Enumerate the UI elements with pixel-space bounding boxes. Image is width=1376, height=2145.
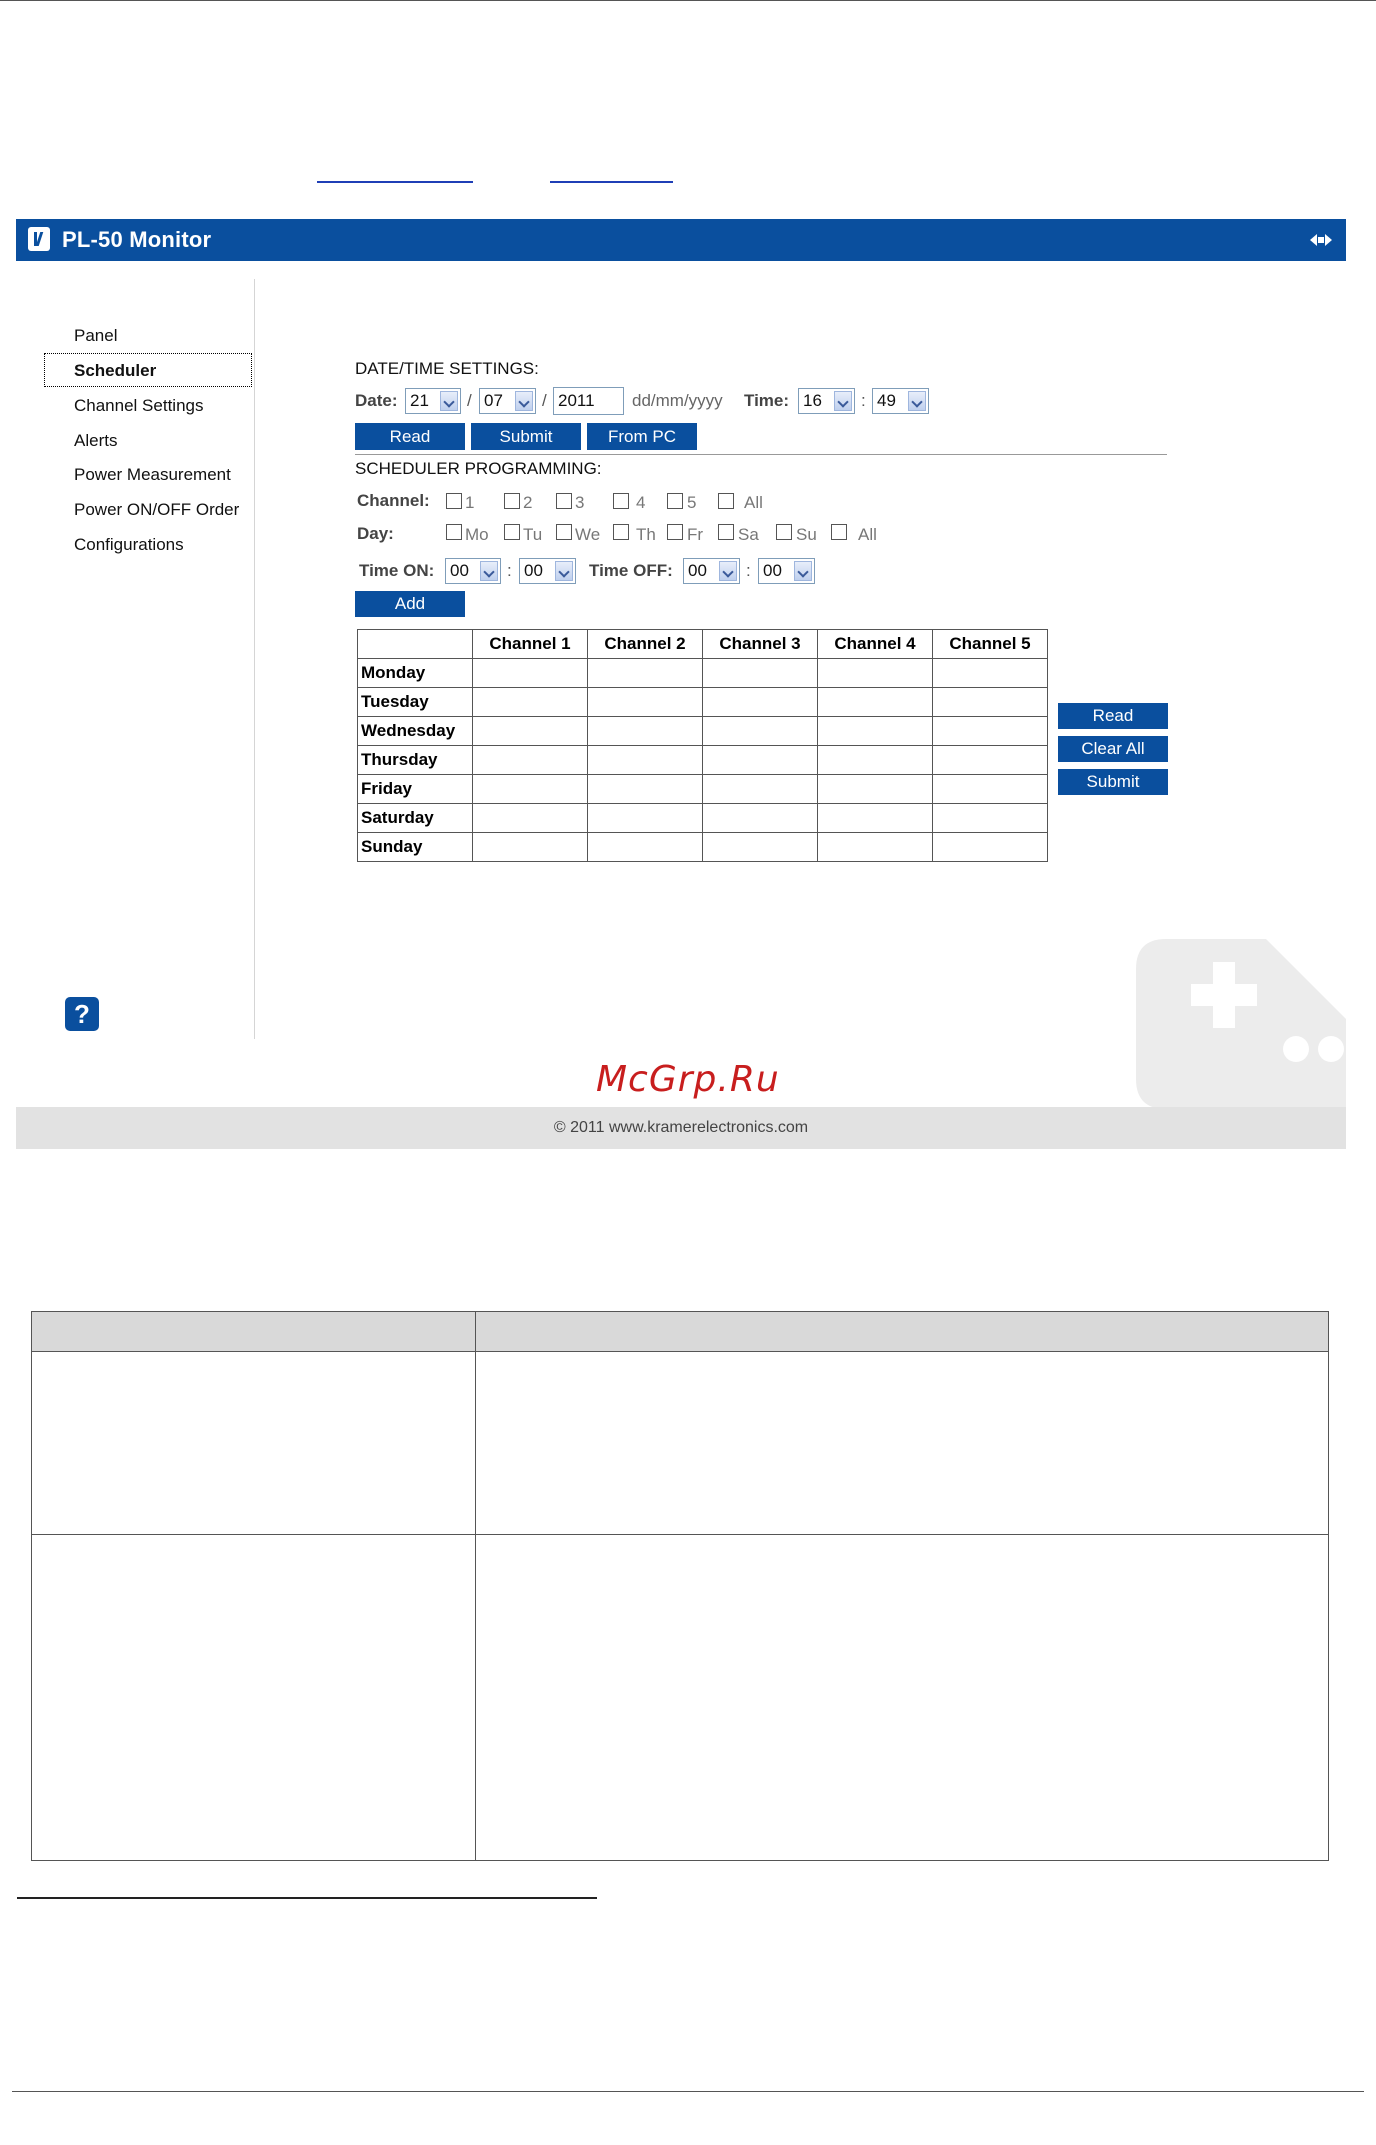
- day-we-label: We: [575, 525, 601, 544]
- schedule-cell[interactable]: [818, 833, 933, 862]
- table-header-cell: Channel 5: [933, 630, 1048, 659]
- day-name-cell: Saturday: [358, 804, 473, 833]
- day-tu-label: Tu: [523, 525, 543, 544]
- datetime-read-button[interactable]: Read: [355, 423, 465, 450]
- schedule-cell[interactable]: [703, 688, 818, 717]
- schedule-cell[interactable]: [588, 746, 703, 775]
- help-icon[interactable]: ?: [65, 997, 99, 1031]
- schedule-cell[interactable]: [473, 746, 588, 775]
- datetime-section-title: DATE/TIME SETTINGS:: [355, 359, 539, 378]
- day-name-cell: Monday: [358, 659, 473, 688]
- chevron-down-icon: [834, 391, 852, 411]
- table-header-cell: [32, 1312, 476, 1352]
- minute-value: 49: [877, 391, 896, 410]
- channel-5-checkbox[interactable]: [667, 493, 683, 509]
- channel-3-checkbox[interactable]: [556, 493, 572, 509]
- schedule-cell[interactable]: [818, 659, 933, 688]
- table-header-cell: Channel 2: [588, 630, 703, 659]
- time-off-hour-select[interactable]: [683, 558, 740, 584]
- schedule-cell[interactable]: [473, 775, 588, 804]
- info-table: [31, 1311, 1329, 1861]
- chevron-down-icon: [908, 391, 926, 411]
- schedule-table: [357, 629, 1048, 862]
- schedule-read-button[interactable]: Read: [1058, 703, 1168, 729]
- table-cell: [32, 1352, 476, 1535]
- channel-5-label: 5: [687, 493, 697, 512]
- time-on-minute-value: 00: [524, 561, 543, 580]
- day-name-cell: Thursday: [358, 746, 473, 775]
- sidebar-item-scheduler[interactable]: Scheduler: [74, 361, 157, 380]
- day-sa-label: Sa: [738, 525, 759, 544]
- schedule-cell[interactable]: [473, 688, 588, 717]
- day-fr-checkbox[interactable]: [667, 524, 683, 540]
- table-cell: [32, 1535, 476, 1861]
- table-header-row: [358, 630, 1048, 659]
- chevron-down-icon: [515, 391, 533, 411]
- day-su-checkbox[interactable]: [776, 524, 792, 540]
- table-row: [32, 1535, 1329, 1861]
- day-fr-label: Fr: [687, 525, 704, 544]
- sidebar-item-alerts[interactable]: Alerts: [74, 431, 118, 450]
- table-row: [358, 833, 1048, 862]
- day-name-cell: Friday: [358, 775, 473, 804]
- time-on-label: Time ON:: [359, 561, 435, 580]
- datetime-from-pc-button[interactable]: From PC: [587, 423, 697, 450]
- watermark-text: McGrp.Ru: [596, 1059, 780, 1100]
- table-corner-cell: [358, 630, 473, 659]
- link-underline-1: [317, 181, 473, 183]
- table-header-cell: Channel 1: [473, 630, 588, 659]
- day-all-checkbox[interactable]: [831, 524, 847, 540]
- day-th-label: Th: [636, 525, 656, 544]
- scheduler-section-title: SCHEDULER PROGRAMMING:: [355, 459, 602, 478]
- table-row: [358, 659, 1048, 688]
- title-bar: [16, 219, 1346, 261]
- table-cell: [476, 1535, 1329, 1861]
- table-row: [32, 1352, 1329, 1535]
- table-header-cell: Channel 3: [703, 630, 818, 659]
- table-row: [358, 746, 1048, 775]
- schedule-cell[interactable]: [703, 717, 818, 746]
- time-on-hour-select[interactable]: [445, 558, 501, 584]
- day-name-cell: Tuesday: [358, 688, 473, 717]
- sidebar-item-panel[interactable]: Panel: [74, 326, 118, 345]
- schedule-cell[interactable]: [933, 659, 1048, 688]
- chevron-down-icon: [555, 561, 573, 581]
- schedule-cell[interactable]: [703, 746, 818, 775]
- day-we-checkbox[interactable]: [556, 524, 572, 540]
- date-separator: /: [542, 391, 547, 410]
- table-cell: [476, 1352, 1329, 1535]
- bottom-rule: [12, 2091, 1364, 2092]
- table-row: [358, 688, 1048, 717]
- time-label: Time:: [744, 391, 790, 410]
- time-off-minute-select[interactable]: [758, 558, 815, 584]
- time-separator: :: [861, 391, 866, 410]
- day-mo-label: Mo: [465, 525, 489, 544]
- schedule-cell[interactable]: [588, 833, 703, 862]
- section-divider: [355, 454, 1167, 455]
- schedule-cell[interactable]: [703, 775, 818, 804]
- day-mo-checkbox[interactable]: [446, 524, 462, 540]
- top-rule: [0, 0, 1376, 1]
- schedule-cell[interactable]: [933, 717, 1048, 746]
- date-separator: /: [467, 391, 472, 410]
- schedule-cell[interactable]: [933, 775, 1048, 804]
- schedule-cell[interactable]: [933, 746, 1048, 775]
- day-sa-checkbox[interactable]: [718, 524, 734, 540]
- link-underline-2: [550, 181, 673, 183]
- day-th-checkbox[interactable]: [613, 524, 629, 540]
- day-select[interactable]: [405, 388, 461, 414]
- sidebar-item-power-on-off-order[interactable]: Power ON/OFF Order: [74, 500, 240, 519]
- table-row: [358, 717, 1048, 746]
- copyright-text: © 2011 www.kramerelectronics.com: [553, 1119, 809, 1136]
- day-name-cell: Sunday: [358, 833, 473, 862]
- day-su-label: Su: [796, 525, 817, 544]
- schedule-cell[interactable]: [473, 833, 588, 862]
- footnote-rule: [17, 1897, 597, 1899]
- collapse-arrows-icon[interactable]: [1310, 233, 1332, 247]
- app-title: PL-50 Monitor: [62, 227, 212, 252]
- time-separator: :: [746, 561, 751, 580]
- sidebar-item-configurations[interactable]: Configurations: [74, 535, 184, 554]
- schedule-cell[interactable]: [703, 659, 818, 688]
- schedule-cell[interactable]: [933, 833, 1048, 862]
- month-select[interactable]: [479, 388, 536, 414]
- table-row: [358, 775, 1048, 804]
- table-header-row: [32, 1312, 1329, 1352]
- add-button[interactable]: Add: [355, 591, 465, 617]
- schedule-cell[interactable]: [818, 717, 933, 746]
- chevron-down-icon: [480, 561, 498, 581]
- schedule-cell[interactable]: [588, 688, 703, 717]
- sidebar-item-power-measurement[interactable]: Power Measurement: [74, 465, 231, 484]
- channel-all-checkbox[interactable]: [718, 493, 734, 509]
- chevron-down-icon: [719, 561, 737, 581]
- chevron-down-icon: [794, 561, 812, 581]
- clear-all-button[interactable]: Clear All: [1058, 736, 1168, 762]
- table-header-cell: Channel 4: [818, 630, 933, 659]
- channel-2-checkbox[interactable]: [504, 493, 520, 509]
- schedule-cell[interactable]: [933, 804, 1048, 833]
- schedule-cell[interactable]: [588, 804, 703, 833]
- channel-1-checkbox[interactable]: [446, 493, 462, 509]
- date-format-hint: dd/mm/yyyy: [632, 391, 723, 410]
- schedule-cell[interactable]: [818, 746, 933, 775]
- hour-value: 16: [803, 391, 822, 410]
- time-off-minute-value: 00: [763, 561, 782, 580]
- schedule-cell[interactable]: [588, 659, 703, 688]
- kramer-logo-icon: [28, 227, 50, 251]
- channel-3-label: 3: [575, 493, 585, 512]
- sidebar-item-channel-settings[interactable]: Channel Settings: [74, 396, 204, 415]
- schedule-cell[interactable]: [473, 659, 588, 688]
- schedule-cell[interactable]: [818, 688, 933, 717]
- month-value: 07: [484, 391, 503, 410]
- day-value: 21: [410, 391, 429, 410]
- schedule-cell[interactable]: [818, 775, 933, 804]
- schedule-cell[interactable]: [703, 804, 818, 833]
- channel-1-label: 1: [465, 493, 475, 512]
- schedule-cell[interactable]: [933, 688, 1048, 717]
- schedule-cell[interactable]: [473, 804, 588, 833]
- year-input[interactable]: 2011: [553, 387, 624, 415]
- day-name-cell: Wednesday: [358, 717, 473, 746]
- datetime-submit-button[interactable]: Submit: [471, 423, 581, 450]
- chevron-down-icon: [440, 391, 458, 411]
- channel-4-checkbox[interactable]: [613, 493, 629, 509]
- schedule-cell[interactable]: [818, 804, 933, 833]
- table-header-cell: [476, 1312, 1329, 1352]
- day-tu-checkbox[interactable]: [504, 524, 520, 540]
- schedule-cell[interactable]: [588, 717, 703, 746]
- day-all-label: All: [858, 525, 877, 544]
- date-label: Date:: [355, 391, 398, 410]
- time-off-hour-value: 00: [688, 561, 707, 580]
- day-label: Day:: [357, 524, 394, 543]
- table-row: [358, 804, 1048, 833]
- schedule-cell[interactable]: [703, 833, 818, 862]
- channel-label: Channel:: [357, 491, 430, 510]
- decorative-background-graphic: [1136, 919, 1346, 1109]
- schedule-cell[interactable]: [588, 775, 703, 804]
- time-separator: :: [507, 561, 512, 580]
- channel-all-label: All: [744, 493, 763, 512]
- channel-4-label: 4: [636, 493, 646, 512]
- sidebar-divider: [254, 279, 255, 1039]
- time-on-hour-value: 00: [450, 561, 469, 580]
- minute-select[interactable]: [872, 388, 929, 414]
- schedule-cell[interactable]: [473, 717, 588, 746]
- channel-2-label: 2: [523, 493, 533, 512]
- schedule-submit-button[interactable]: Submit: [1058, 769, 1168, 795]
- app-window: [16, 219, 1346, 1149]
- hour-select[interactable]: [798, 388, 855, 414]
- time-off-label: Time OFF:: [589, 561, 673, 580]
- time-on-minute-select[interactable]: [519, 558, 576, 584]
